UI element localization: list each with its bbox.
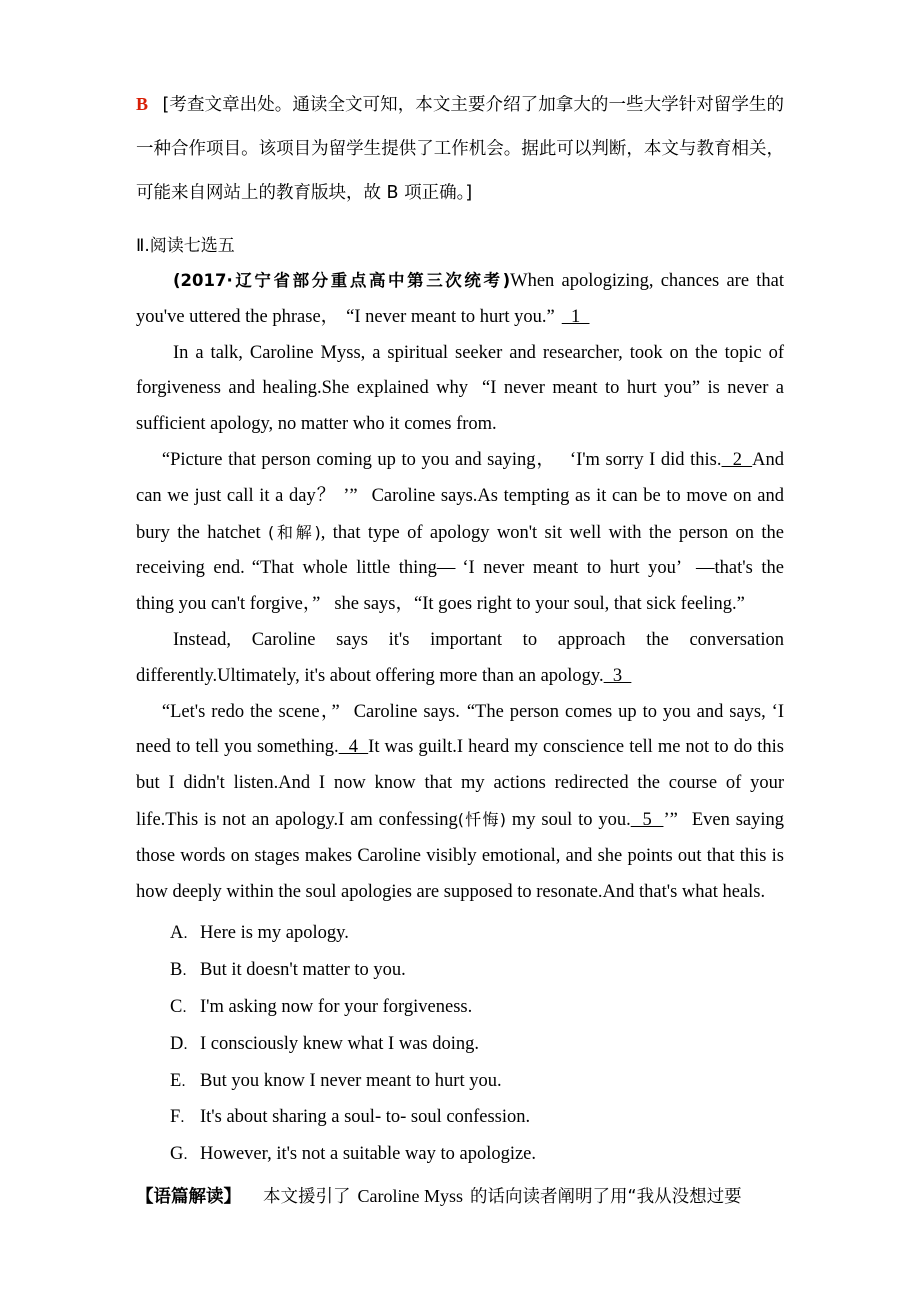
analysis-label: 【语篇解读】 — [136, 1186, 241, 1207]
option-e — [136, 1064, 784, 1101]
option-d-text: I consciously knew what I was doing. — [200, 1033, 479, 1054]
p1-quote: “I never meant to hurt you.” — [346, 306, 555, 327]
passage-source: (2017·辽宁省部分重点高中第三次统考) — [173, 271, 511, 290]
option-e-text: But you know I never meant to hurt you. — [200, 1070, 502, 1091]
p3-text-d: ’” — [343, 485, 358, 506]
blank-2: 2 — [721, 449, 753, 470]
option-c-key — [170, 990, 200, 1027]
passage-paragraph-5 — [136, 695, 784, 911]
option-g-dot: ． — [183, 1147, 198, 1164]
option-b-dot: ． — [182, 963, 197, 980]
option-d-key — [170, 1027, 200, 1064]
passage-paragraph-1 — [136, 263, 784, 336]
analysis-name: Caroline Myss — [357, 1185, 463, 1206]
p3-text-c: And can we just call it a day？ — [136, 449, 784, 506]
p5-text-g: ’” — [663, 809, 678, 830]
analysis-text-b: 的话向读者阐明了用“我从没想过要 — [470, 1186, 742, 1207]
p5-text-f: my soul to you. — [505, 809, 631, 830]
option-a-text: Here is my apology. — [200, 923, 349, 944]
option-b-text: But it doesn't matter to you. — [200, 960, 406, 981]
option-b — [136, 953, 784, 990]
option-f-letter: F — [170, 1107, 181, 1128]
option-a-key — [170, 916, 200, 953]
p2-text: In a talk, Caroline Myss, a spiritual seeker and researcher, took on the topic of forgiveness and healing.She explained why — [136, 342, 784, 399]
option-d-letter: D — [170, 1033, 184, 1054]
p5-text-h: Even saying those words on stages makes Caroline visibly emotional, and she points out that this is how deeply within the soul apologies are supposed to resonate.And that's what heals. — [136, 809, 785, 902]
option-b-key — [170, 953, 200, 990]
p5-text-e: It was guilt.I heard my conscience tell me not to do this but I didn't listen.And I now know that my actions redirected the course of your life.This is not an apology.I am confessing — [136, 737, 785, 830]
option-d-dot: ． — [183, 1036, 198, 1053]
section-heading: Ⅱ.阅读七选五 — [136, 236, 235, 256]
option-e-dot: ． — [181, 1073, 196, 1090]
option-a-dot: ． — [183, 926, 198, 943]
passage-paragraph-4 — [136, 623, 784, 695]
option-c-letter: C — [170, 996, 183, 1017]
answer-letter-b: B — [136, 94, 149, 114]
p2-end: is never a sufficient apology, no matter who it comes from. — [136, 378, 785, 435]
option-f-text: It's about sharing a soul- to- soul confession. — [200, 1107, 531, 1128]
option-a-letter: A — [170, 923, 184, 944]
p3-text-h: ‘I never meant to hurt you’ — [462, 558, 683, 579]
option-d — [136, 1027, 784, 1064]
option-b-letter: B — [170, 960, 183, 981]
p3-text-i: —that's the thing you can't forgive，” — [136, 558, 785, 615]
option-f-key — [170, 1100, 200, 1137]
p5-text-c: “The person comes up to you and says, — [466, 701, 766, 722]
passage-paragraph-2 — [136, 336, 784, 443]
blank-3: 3 — [603, 665, 632, 686]
p1-text-a: When apologizing, chances are that you've uttered the phrase， — [136, 271, 784, 327]
p3-text-k: “It goes right to your soul, that sick feeling.” — [414, 594, 745, 615]
option-c-dot: ． — [182, 999, 197, 1016]
p3-text-a: “Picture that person coming up to you and saying， — [161, 449, 556, 470]
options-list — [136, 916, 784, 1174]
p3-text-b: ‘I'm sorry I did this. — [569, 449, 722, 470]
option-g-key — [170, 1137, 200, 1174]
answer-explanation-block — [136, 82, 784, 215]
p3-text-e: Caroline says.As tempting as it can be to move on and bury the hatchet — [136, 485, 784, 543]
option-e-letter: E — [170, 1070, 182, 1091]
option-f — [136, 1100, 784, 1137]
p5-text-b: Caroline says. — [353, 701, 460, 722]
p5-text-a: “Let's redo the scene，” — [161, 701, 340, 722]
passage-paragraph-3 — [136, 443, 784, 623]
p2-quote: “I never meant to hurt you” — [482, 378, 701, 399]
option-g-letter: G — [170, 1144, 184, 1165]
option-a — [136, 916, 784, 953]
p5-gloss-chanhui: (忏悔) — [457, 809, 506, 829]
option-e-key — [170, 1064, 200, 1101]
option-g-text: However, it's not a suitable way to apologize. — [200, 1144, 537, 1165]
option-g — [136, 1137, 784, 1174]
page-content — [136, 82, 784, 1215]
blank-5: 5 — [630, 809, 664, 830]
blank-1: 1 — [561, 306, 590, 327]
p3-text-g: “That whole little thing— — [251, 558, 456, 579]
p3-gloss-hejie: (和解) — [268, 522, 321, 542]
analysis-line — [136, 1178, 784, 1215]
analysis-text-a: 本文援引了 — [263, 1186, 351, 1207]
option-c — [136, 990, 784, 1027]
p4-text: Instead, Caroline says it's important to approach the conversation differently.Ultimately, it's about offering more than an apology. — [136, 629, 784, 686]
answer-explanation-text: [考查文章出处。通读全文可知，本文主要介绍了加拿大的一些大学针对留学生的一种合作项目。该项目为留学生提供了工作机会。据此可以判断，本文与教育相关，可能来自网站上的教育版块，故 B 项正确。] — [136, 95, 784, 203]
option-c-text: I'm asking now for your forgiveness. — [200, 996, 473, 1017]
option-f-dot: ． — [180, 1110, 195, 1127]
p5-text-d: ‘I need to tell you something. — [136, 701, 784, 758]
p3-text-f: , that type of apology won't sit well with the person on the receiving end. — [136, 522, 784, 579]
p3-text-j: she says， — [334, 594, 415, 615]
blank-4: 4 — [338, 737, 369, 758]
